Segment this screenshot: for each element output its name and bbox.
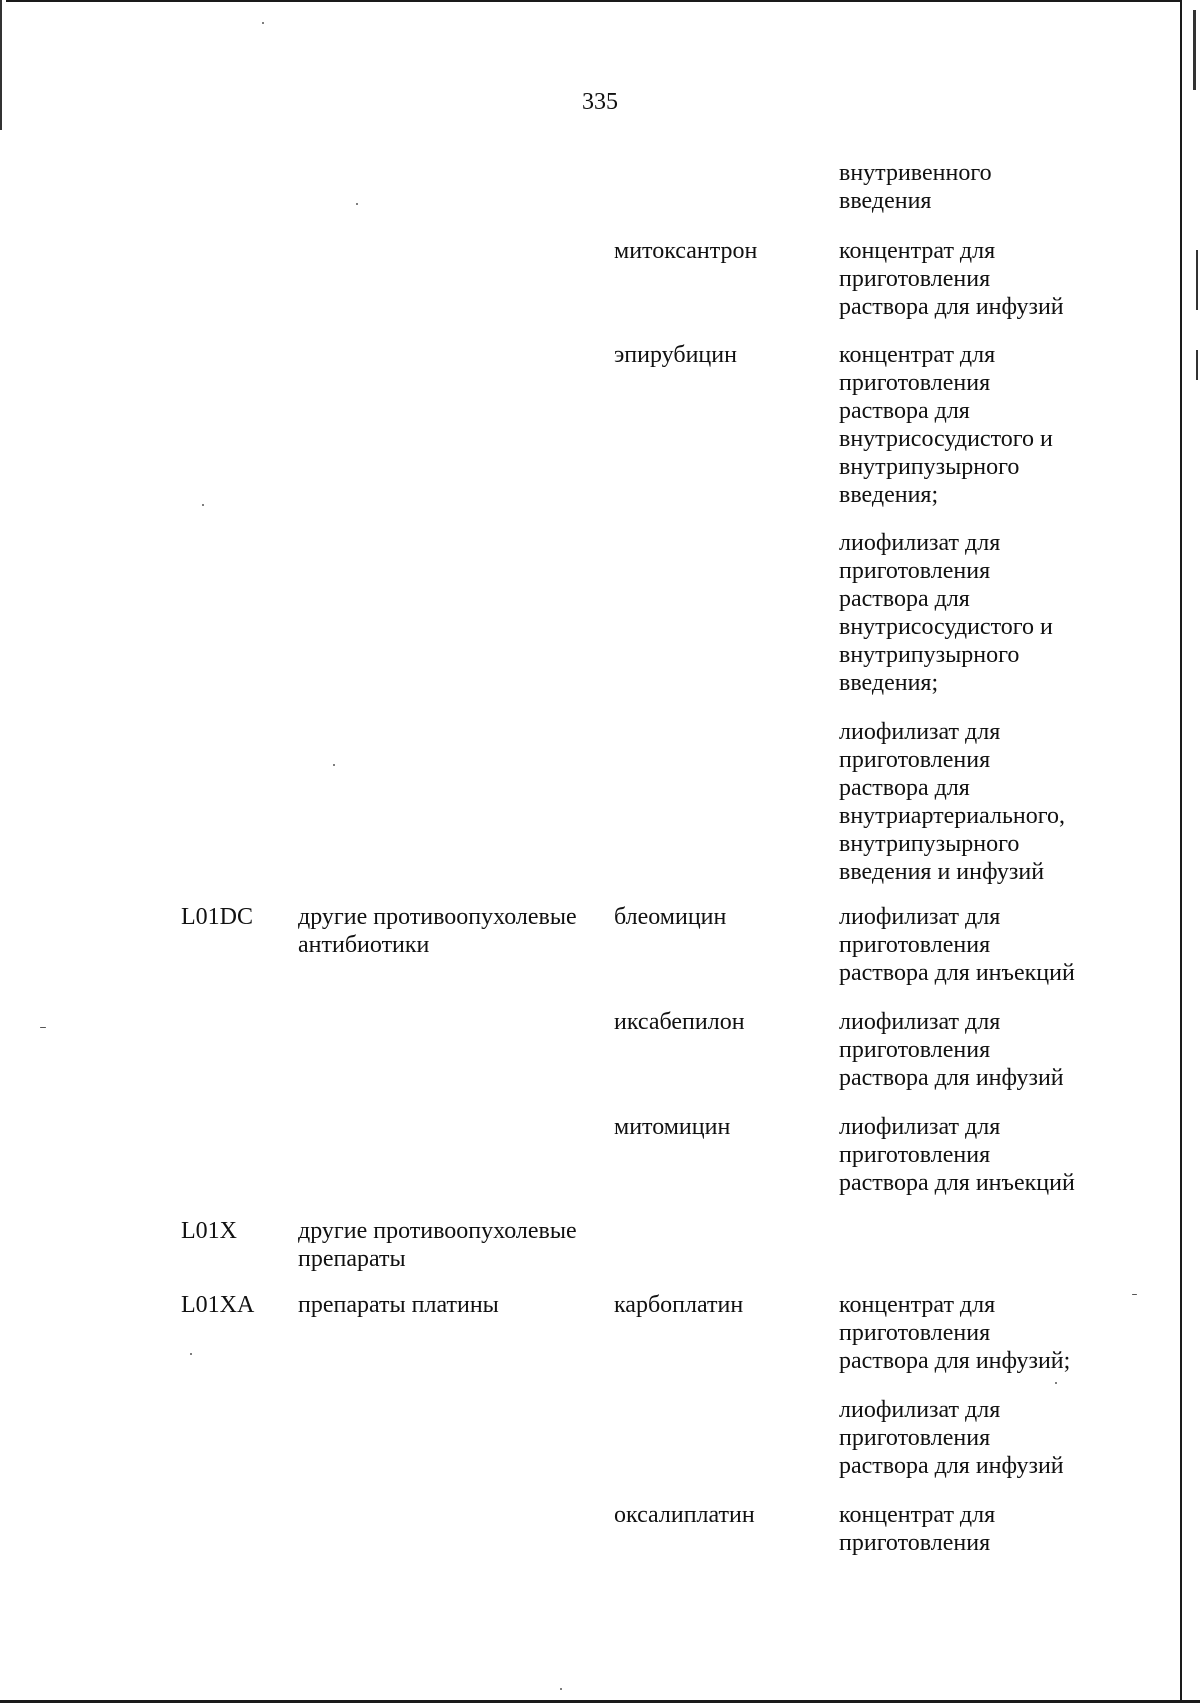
atc-group-line: антибиотики (298, 932, 430, 958)
dosage-form-line: введения; (839, 482, 939, 508)
atc-code: L01DC (181, 904, 253, 930)
drug-name: иксабепилон (614, 1009, 745, 1035)
drug-name: митоксантрон (614, 238, 758, 264)
dosage-form-line: введения и инфузий (839, 859, 1045, 885)
atc-code: L01XA (181, 1292, 255, 1318)
dosage-form-line: концентрат для (839, 1292, 996, 1318)
dosage-form-line: введения (839, 188, 932, 214)
dosage-form (839, 529, 1053, 697)
dosage-form-line: введения; (839, 670, 939, 696)
dosage-form-line: раствора для инфузий (839, 294, 1064, 320)
dosage-form (839, 341, 1053, 509)
dosage-form-line: лиофилизат для (839, 904, 1001, 930)
scan-speck (333, 764, 335, 766)
dosage-form-line: внутрипузырного (839, 831, 1020, 857)
scan-border-right (1180, 0, 1182, 1703)
dosage-form-line: лиофилизат для (839, 530, 1001, 556)
atc-group (298, 1217, 577, 1273)
drug-name: оксалиплатин (614, 1502, 755, 1528)
dosage-form (839, 1113, 1075, 1197)
dosage-form-line: концентрат для (839, 238, 996, 264)
dosage-form-line: внутрисосудистого и (839, 614, 1053, 640)
dosage-form-line: раствора для (839, 398, 970, 424)
scan-border-top (6, 0, 1181, 2)
scan-edge-mark (1196, 350, 1198, 380)
scan-speck (356, 203, 358, 205)
dosage-form-line: приготовления (839, 1037, 991, 1063)
atc-code: L01X (181, 1218, 237, 1244)
dosage-form (839, 1008, 1064, 1092)
scan-speck (40, 1027, 46, 1028)
dosage-form (839, 903, 1075, 987)
atc-group-line: препараты (298, 1246, 406, 1272)
dosage-form-line: внутрипузырного (839, 454, 1020, 480)
dosage-form-line: внутрисосудистого и (839, 426, 1053, 452)
scan-speck (1055, 1382, 1057, 1384)
scan-speck (202, 504, 204, 506)
dosage-form-line: лиофилизат для (839, 1397, 1001, 1423)
dosage-form-line: лиофилизат для (839, 1009, 1001, 1035)
dosage-form (839, 1291, 1070, 1375)
dosage-form (839, 718, 1065, 886)
atc-group (298, 1291, 499, 1319)
dosage-form-line: концентрат для (839, 1502, 996, 1528)
scan-speck (1132, 1294, 1137, 1295)
scan-speck (190, 1353, 192, 1355)
dosage-form-line: лиофилизат для (839, 1114, 1001, 1140)
dosage-form-line: приготовления (839, 747, 991, 773)
dosage-form-line: раствора для (839, 775, 970, 801)
dosage-form-line: раствора для инфузий; (839, 1348, 1071, 1374)
drug-name: блеомицин (614, 904, 727, 930)
dosage-form-line: раствора для инфузий (839, 1065, 1064, 1091)
dosage-form-line: приготовления (839, 1320, 991, 1346)
dosage-form-line: внутриартериального, (839, 803, 1065, 829)
scan-edge-mark (1196, 250, 1198, 310)
dosage-form-line: приготовления (839, 1142, 991, 1168)
dosage-form (839, 1396, 1064, 1480)
drug-name: митомицин (614, 1114, 731, 1140)
dosage-form (839, 237, 1064, 321)
page-number: 335 (582, 89, 618, 115)
dosage-form-line: раствора для (839, 586, 970, 612)
dosage-form-line: раствора для инъекций (839, 960, 1075, 986)
scan-edge-mark (1193, 10, 1196, 90)
dosage-form (839, 1501, 995, 1557)
dosage-form-line: приготовления (839, 932, 991, 958)
dosage-form-line: приготовления (839, 1530, 991, 1556)
drug-name: карбоплатин (614, 1292, 744, 1318)
scan-speck (560, 1688, 562, 1690)
atc-group-line: препараты платины (298, 1292, 499, 1318)
dosage-form-line: приготовления (839, 1425, 991, 1451)
atc-group (298, 903, 577, 959)
dosage-form-line: лиофилизат для (839, 719, 1001, 745)
scan-speck (262, 22, 264, 24)
atc-group-line: другие противоопухолевые (298, 1218, 577, 1244)
dosage-form-line: приготовления (839, 370, 991, 396)
dosage-form-line: раствора для инъекций (839, 1170, 1075, 1196)
atc-group-line: другие противоопухолевые (298, 904, 577, 930)
dosage-form-line: приготовления (839, 558, 991, 584)
dosage-form-line: концентрат для (839, 342, 996, 368)
dosage-form-line: внутривенного (839, 160, 992, 186)
drug-name: эпирубицин (614, 342, 737, 368)
dosage-form-line: приготовления (839, 266, 991, 292)
dosage-form-line: внутрипузырного (839, 642, 1020, 668)
dosage-form (839, 159, 992, 215)
dosage-form-line: раствора для инфузий (839, 1453, 1064, 1479)
